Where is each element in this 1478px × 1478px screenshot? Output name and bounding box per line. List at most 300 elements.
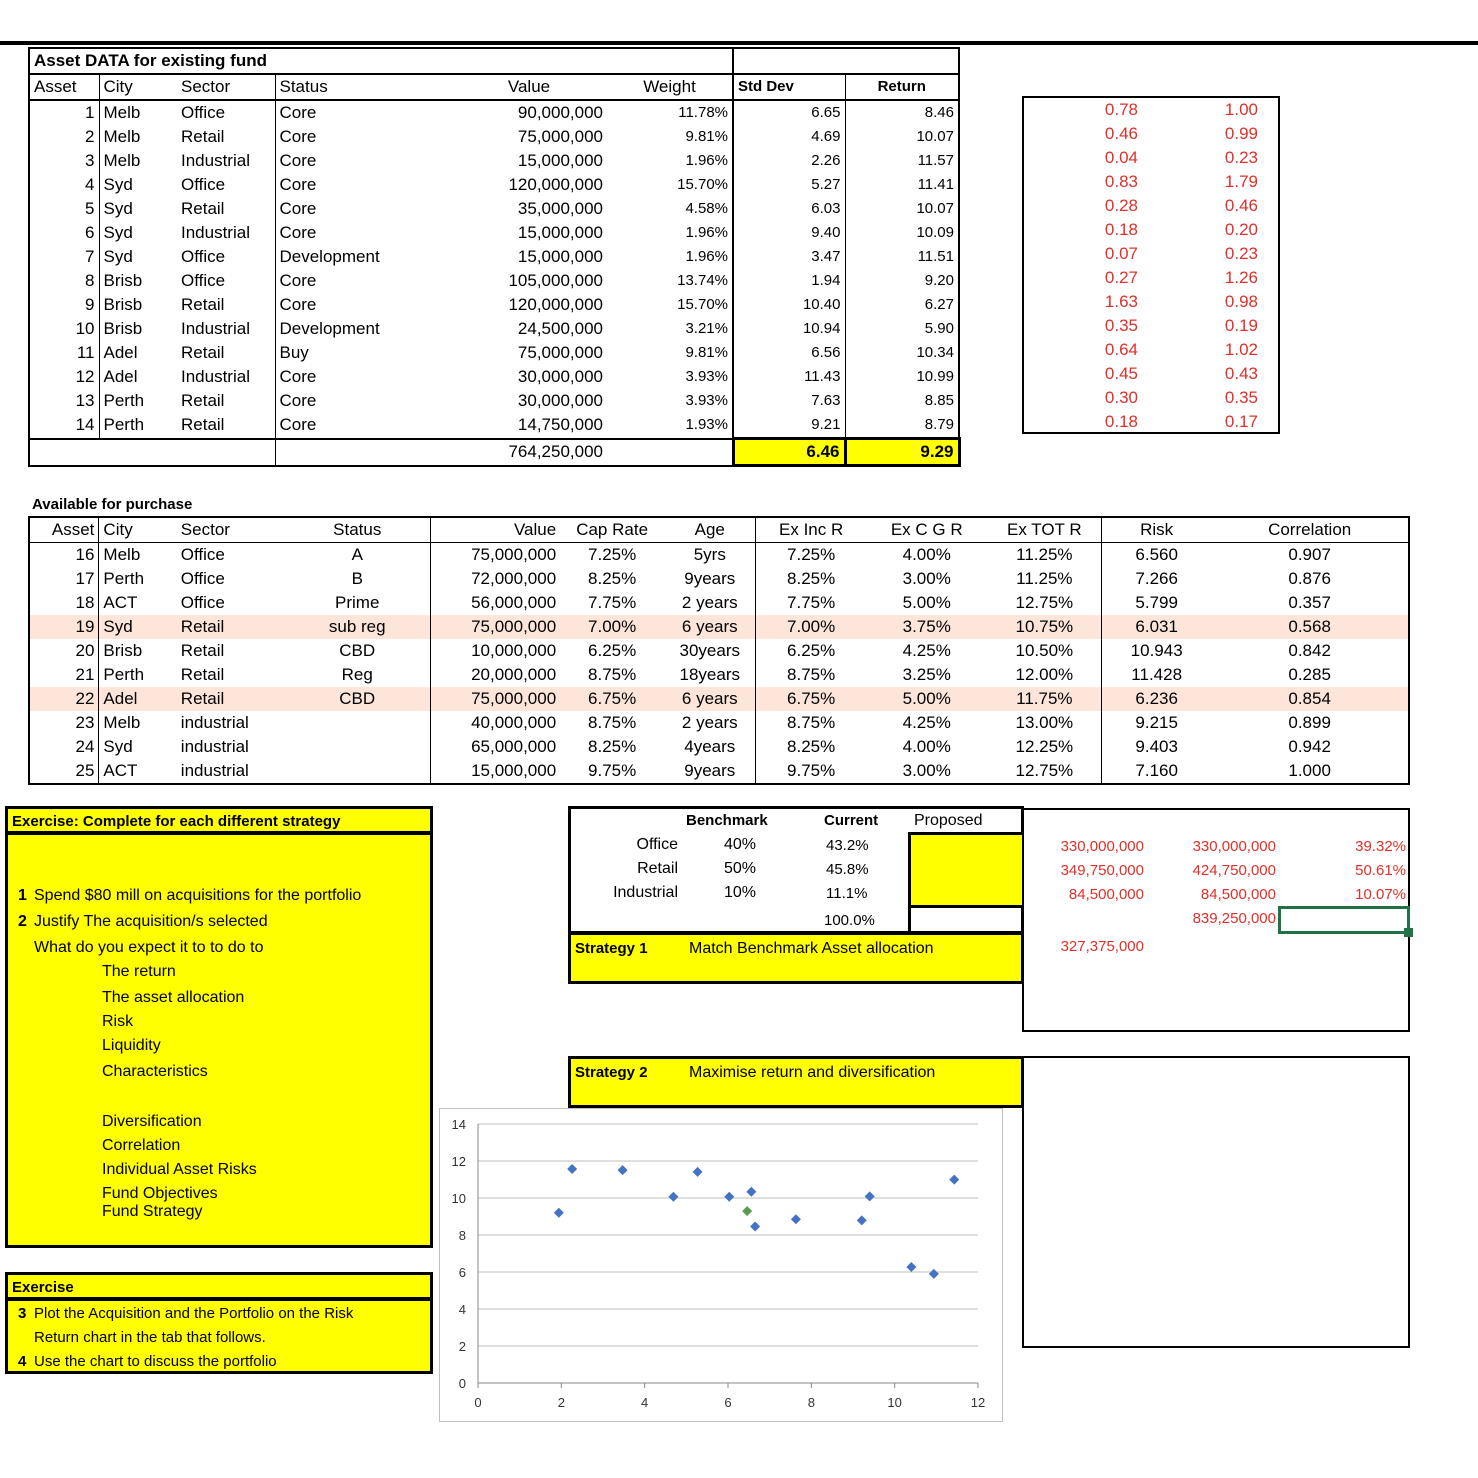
exercise1-line — [18, 939, 263, 957]
proposed-divider — [908, 906, 911, 934]
fund-cell: Development — [275, 317, 451, 341]
chart-xtick-label: 4 — [641, 1395, 649, 1410]
fund-total-return: 9.29 — [845, 439, 959, 466]
exercise1-line-text: What do you expect it to to do to — [34, 939, 264, 956]
fund-cell: 1.96% — [685, 248, 728, 265]
fund-cell: 4.69 — [733, 125, 845, 149]
fund-cell: 11.78% — [678, 104, 728, 121]
side-value-b: 0.17 — [1224, 412, 1258, 431]
side-value-a: 0.46 — [1104, 124, 1138, 143]
fund-cell: Adel — [103, 343, 138, 362]
fund-cell: 13 — [29, 389, 99, 413]
purchase-cell: 18 — [29, 591, 99, 615]
side-value-b: 1.00 — [1224, 100, 1258, 119]
cell-fill-handle[interactable] — [1404, 928, 1413, 937]
alloc-sector: Industrial — [613, 884, 678, 901]
exercise2-box — [5, 1298, 433, 1374]
chart-point — [865, 1191, 875, 1201]
purchase-cell: 25 — [29, 759, 99, 784]
fund-cell: 6.27 — [924, 296, 954, 313]
fund-cell: 9 — [29, 293, 99, 317]
chart-ytick-label: 2 — [458, 1339, 466, 1354]
fund-cell: 3 — [29, 149, 99, 173]
fund-cell: Development — [275, 245, 451, 269]
purchase-cell — [285, 759, 431, 784]
purchase-header-5: Cap Rate — [560, 517, 664, 543]
side-value-a: 0.18 — [1104, 220, 1138, 239]
fund-row — [29, 149, 959, 173]
fund-row — [29, 100, 959, 125]
fund-cell: Core — [275, 173, 451, 197]
purchase-cell: 6.75% — [588, 689, 637, 708]
purchase-cell: 8.25% — [787, 569, 836, 588]
side-row — [1024, 98, 1278, 122]
fund-cell: Retail — [181, 199, 225, 218]
fund-cell: 7 — [29, 245, 99, 269]
side-value-b: 0.46 — [1224, 196, 1258, 215]
fund-cell: 10.07 — [916, 200, 954, 217]
purchase-cell: 10.943 — [1130, 641, 1183, 660]
alloc-sector: Retail — [637, 860, 678, 877]
purchase-cell: CBD — [285, 639, 431, 663]
purchase-cell: 18years — [664, 663, 756, 687]
purchase-cell: 10.75% — [988, 615, 1102, 639]
purchase-cell: 75,000,000 — [471, 617, 557, 636]
exercise1-item: Characteristics — [102, 1063, 208, 1080]
exercise2-line-text: Plot the Acquisition and the Portfolio on the Risk — [34, 1305, 354, 1322]
exercise1-item: The asset allocation — [102, 989, 245, 1006]
purchase-row[interactable] — [29, 543, 1409, 568]
fund-cell: Core — [275, 269, 451, 293]
chart-xtick-label: 8 — [807, 1395, 815, 1410]
fund-cell: Adel — [103, 367, 138, 386]
chart-xtick-label: 6 — [724, 1395, 732, 1410]
purchase-header-0: Asset — [29, 517, 99, 543]
exercise1-line — [18, 887, 361, 905]
chart-point — [906, 1262, 916, 1272]
fund-title: Asset DATA for existing fund — [29, 48, 733, 74]
fund-header-0: Asset — [29, 74, 99, 100]
exercise2-line-text: Return chart in the tab that follows. — [34, 1329, 266, 1346]
exercise1-item: Fund Strategy — [102, 1203, 203, 1220]
purchase-row[interactable] — [29, 663, 1409, 687]
fund-cell: 2.26 — [733, 149, 845, 173]
fund-header-4: Value — [451, 74, 607, 100]
chart-point — [791, 1214, 801, 1224]
purchase-cell: 11.25% — [988, 567, 1102, 591]
fund-header-1: City — [99, 74, 177, 100]
fund-cell: 6 — [29, 221, 99, 245]
purchase-cell: 23 — [29, 711, 99, 735]
purchase-cell: 24 — [29, 735, 99, 759]
strategy1-box — [568, 932, 1024, 984]
purchase-cell: Retail — [180, 617, 225, 636]
chart-point — [742, 1206, 752, 1216]
purchase-cell: 4years — [664, 735, 756, 759]
chart-xtick-label: 12 — [970, 1395, 986, 1410]
fund-cell: Core — [275, 149, 451, 173]
calc-col2: 839,250,000 — [1192, 910, 1276, 927]
purchase-cell: 65,000,000 — [471, 737, 557, 756]
fund-cell: 3.21% — [685, 320, 728, 337]
chart-point — [857, 1215, 867, 1225]
purchase-cell: Melb — [103, 545, 141, 564]
fund-cell: 30,000,000 — [517, 367, 603, 386]
purchase-cell: 12.75% — [988, 591, 1102, 615]
purchase-cell: 9.215 — [1135, 713, 1178, 732]
purchase-cell: 40,000,000 — [471, 713, 557, 732]
side-value-b: 0.23 — [1224, 148, 1258, 167]
purchase-header-3: Status — [285, 517, 431, 543]
purchase-row[interactable] — [29, 639, 1409, 663]
side-row — [1024, 386, 1278, 410]
side-value-a: 0.64 — [1104, 340, 1138, 359]
strategy2-text: Maximise return and diversification — [689, 1064, 936, 1081]
exercise2-line-num: 3 — [18, 1305, 27, 1322]
side-value-b: 0.20 — [1224, 220, 1258, 239]
purchase-cell: 5.00% — [902, 689, 951, 708]
purchase-row[interactable] — [29, 591, 1409, 615]
fund-cell: 2 — [29, 125, 99, 149]
purchase-cell: 4.25% — [902, 641, 951, 660]
side-row — [1024, 314, 1278, 338]
purchase-cell: 6 years — [664, 615, 756, 639]
purchase-cell: 0.854 — [1288, 689, 1331, 708]
fund-cell: 75,000,000 — [517, 127, 603, 146]
calc-col2: 84,500,000 — [1200, 886, 1276, 903]
side-value-b: 0.35 — [1224, 388, 1258, 407]
fund-row — [29, 125, 959, 149]
exercise2-title: Exercise — [5, 1272, 433, 1300]
side-value-a: 1.63 — [1104, 292, 1138, 311]
fund-row — [29, 269, 959, 293]
side-row — [1024, 266, 1278, 290]
purchase-cell: 6.25% — [588, 641, 637, 660]
strategy2-answer-box — [1022, 1056, 1410, 1348]
purchase-cell: 6.75% — [787, 689, 836, 708]
side-row — [1024, 242, 1278, 266]
fund-cell: Office — [181, 247, 226, 266]
purchase-cell: industrial — [180, 761, 249, 780]
chart-point — [724, 1192, 734, 1202]
fund-cell: Industrial — [181, 367, 250, 386]
fund-cell: 11.41 — [917, 176, 954, 193]
purchase-cell: Melb — [103, 713, 141, 732]
side-value-a: 0.35 — [1104, 316, 1138, 335]
fund-cell: Office — [181, 103, 226, 122]
risk-return-chart — [439, 1108, 1003, 1422]
side-value-a: 0.04 — [1104, 148, 1138, 167]
calc-extra: 327,375,000 — [1060, 938, 1144, 955]
fund-cell: 14 — [29, 413, 99, 439]
exercise2-line — [18, 1329, 266, 1346]
purchase-cell: 7.160 — [1135, 761, 1178, 780]
purchase-row[interactable] — [29, 735, 1409, 759]
purchase-cell: Office — [180, 545, 225, 564]
fund-row — [29, 173, 959, 197]
purchase-cell: 0.907 — [1288, 545, 1331, 564]
side-value-b: 1.79 — [1224, 172, 1258, 191]
alloc-current: 45.8% — [826, 861, 869, 878]
exercise1-item: Correlation — [102, 1137, 181, 1154]
fund-cell: 11.57 — [917, 152, 954, 169]
fund-cell: Brisb — [103, 271, 143, 290]
side-value-a: 0.45 — [1104, 364, 1138, 383]
exercise1-line-num: 2 — [18, 913, 27, 930]
purchase-cell: 4.25% — [902, 713, 951, 732]
proposed-input-cell[interactable] — [908, 832, 1022, 908]
purchase-cell: 6 years — [664, 687, 756, 711]
chart-ytick-label: 0 — [458, 1376, 466, 1391]
chart-point — [750, 1221, 760, 1231]
calc-col1: 330,000,000 — [1060, 838, 1144, 855]
side-row — [1024, 290, 1278, 314]
purchase-cell: 6.560 — [1135, 545, 1178, 564]
purchase-cell: 8.75% — [588, 713, 637, 732]
side-value-b: 0.98 — [1224, 292, 1258, 311]
fund-cell: 10 — [29, 317, 99, 341]
fund-header-2: Sector — [177, 74, 275, 100]
purchase-row[interactable] — [29, 759, 1409, 784]
side-value-b: 1.02 — [1224, 340, 1258, 359]
purchase-row[interactable] — [29, 567, 1409, 591]
purchase-cell: CBD — [285, 687, 431, 711]
fund-cell: Industrial — [181, 319, 250, 338]
fund-cell: 90,000,000 — [517, 103, 603, 122]
fund-cell: 4.58% — [685, 200, 728, 217]
chart-point — [668, 1192, 678, 1202]
fund-cell: Core — [275, 413, 451, 439]
side-value-a: 0.28 — [1104, 196, 1138, 215]
purchase-cell: 9.75% — [787, 761, 836, 780]
purchase-cell: Perth — [103, 665, 145, 684]
side-row — [1024, 122, 1278, 146]
purchase-cell: 7.25% — [588, 545, 637, 564]
fund-header-5: Weight — [607, 74, 733, 100]
purchase-header-4: Value — [430, 517, 560, 543]
purchase-cell: 22 — [29, 687, 99, 711]
purchase-cell: Brisb — [103, 641, 143, 660]
purchase-cell: 11.428 — [1131, 665, 1183, 684]
chart-ytick-label: 14 — [451, 1117, 466, 1132]
purchase-cell: 2 years — [664, 591, 756, 615]
purchase-header-6: Age — [664, 517, 756, 543]
purchase-cell: 7.75% — [787, 593, 836, 612]
purchase-cell: 6.25% — [787, 641, 836, 660]
purchase-cell — [285, 711, 431, 735]
chart-point — [949, 1175, 959, 1185]
fund-cell: 120,000,000 — [508, 175, 603, 194]
alloc-sector: Office — [636, 836, 678, 853]
side-value-b: 1.26 — [1224, 268, 1258, 287]
fund-cell: 9.81% — [685, 128, 728, 145]
purchase-cell: 4.00% — [902, 737, 951, 756]
side-row — [1024, 146, 1278, 170]
calc-col1: 84,500,000 — [1068, 886, 1144, 903]
purchase-cell: 72,000,000 — [471, 569, 557, 588]
chart-ytick-label: 10 — [451, 1191, 466, 1206]
purchase-cell: 6.031 — [1135, 617, 1178, 636]
fund-cell: Industrial — [181, 151, 250, 170]
purchase-row[interactable] — [29, 711, 1409, 735]
strategy1-text: Match Benchmark Asset allocation — [689, 940, 934, 957]
fund-cell: 10.09 — [916, 224, 954, 241]
purchase-cell: 2 years — [664, 711, 756, 735]
alloc-current: 11.1% — [826, 885, 868, 902]
selected-cell[interactable] — [1278, 906, 1410, 934]
side-row — [1024, 194, 1278, 218]
purchase-cell: 1.000 — [1288, 761, 1331, 780]
purchase-cell: Prime — [285, 591, 431, 615]
purchase-cell: 4.00% — [902, 545, 951, 564]
purchase-cell: B — [285, 567, 431, 591]
fund-cell: 15,000,000 — [517, 151, 603, 170]
exercise1-line-num: 1 — [18, 887, 27, 904]
fund-cell: 1.93% — [685, 416, 728, 434]
exercise2-line-text: Use the chart to discuss the portfolio — [34, 1353, 277, 1370]
fund-cell: Retail — [181, 391, 225, 410]
purchase-cell: 0.899 — [1288, 713, 1331, 732]
purchase-table — [28, 516, 1410, 785]
side-row — [1024, 218, 1278, 242]
side-value-b: 0.23 — [1224, 244, 1258, 263]
side-value-a: 0.30 — [1104, 388, 1138, 407]
fund-total-std: 6.46 — [733, 439, 845, 466]
exercise1-line — [18, 913, 268, 931]
fund-cell: 75,000,000 — [517, 343, 603, 362]
purchase-cell: 8.25% — [588, 569, 637, 588]
fund-cell: Syd — [103, 247, 133, 266]
exercise1-line-text: Justify The acquisition/s selected — [34, 913, 268, 930]
fund-cell: 10.99 — [916, 368, 954, 385]
purchase-row[interactable] — [29, 615, 1409, 639]
purchase-cell: 6.236 — [1135, 689, 1178, 708]
exercise1-item: Individual Asset Risks — [102, 1161, 257, 1178]
purchase-header-8: Ex C G R — [866, 517, 988, 543]
fund-cell: 5.27 — [733, 173, 845, 197]
purchase-cell: Perth — [103, 569, 145, 588]
side-row — [1024, 362, 1278, 386]
side-value-b: 0.43 — [1224, 364, 1258, 383]
side-row — [1024, 338, 1278, 362]
fund-row — [29, 221, 959, 245]
purchase-cell: 0.942 — [1288, 737, 1331, 756]
fund-cell: Buy — [275, 341, 451, 365]
chart-point — [554, 1208, 564, 1218]
purchase-cell: 9years — [664, 567, 756, 591]
fund-cell: 13.74% — [677, 272, 728, 289]
fund-cell: Core — [275, 197, 451, 221]
fund-cell: Melb — [103, 127, 141, 146]
purchase-cell: Syd — [103, 617, 133, 636]
purchase-cell: 20,000,000 — [471, 665, 557, 684]
calc-col3: 10.07% — [1355, 886, 1406, 903]
purchase-cell: 12.25% — [988, 735, 1102, 759]
chart-ytick-label: 4 — [458, 1302, 466, 1317]
fund-cell: 1 — [29, 100, 99, 125]
fund-cell: Melb — [103, 151, 141, 170]
fund-cell: 9.20 — [924, 272, 954, 289]
strategy2-label: Strategy 2 — [575, 1064, 648, 1081]
fund-cell: 5.90 — [924, 320, 954, 337]
fund-row — [29, 317, 959, 341]
existing-fund-table — [28, 47, 961, 467]
strategy2-box — [568, 1056, 1024, 1108]
fund-cell: 1.94 — [733, 269, 845, 293]
fund-cell: Industrial — [181, 223, 250, 242]
fund-header-3: Status — [275, 74, 451, 100]
fund-cell: Core — [275, 221, 451, 245]
fund-cell: 11.51 — [917, 248, 954, 265]
purchase-cell: Reg — [285, 663, 431, 687]
chart-ytick-label: 6 — [458, 1265, 466, 1280]
fund-cell: 6.65 — [733, 100, 845, 125]
purchase-cell: 7.00% — [787, 617, 836, 636]
purchase-cell: 3.00% — [902, 761, 951, 780]
fund-cell: 9.21 — [733, 413, 845, 439]
fund-cell: 3.93% — [685, 368, 728, 385]
fund-cell: 10.34 — [916, 344, 954, 361]
exercise1-item: Liquidity — [102, 1037, 161, 1054]
purchase-cell: 21 — [29, 663, 99, 687]
purchase-cell: 10.50% — [988, 639, 1102, 663]
chart-point — [567, 1164, 577, 1174]
fund-cell: Brisb — [103, 319, 143, 338]
purchase-cell: 8.75% — [787, 665, 836, 684]
purchase-cell: 7.266 — [1135, 569, 1178, 588]
fund-cell: 105,000,000 — [508, 271, 603, 290]
fund-row — [29, 389, 959, 413]
purchase-cell: 3.25% — [902, 665, 951, 684]
purchase-cell: 56,000,000 — [471, 593, 557, 612]
fund-cell: Office — [181, 271, 226, 290]
fund-cell: 15.70% — [677, 296, 728, 313]
purchase-cell: industrial — [180, 713, 249, 732]
purchase-cell: 8.75% — [588, 665, 637, 684]
purchase-cell: 16 — [29, 543, 99, 568]
fund-cell: 4 — [29, 173, 99, 197]
purchase-cell: 0.357 — [1288, 593, 1331, 612]
fund-cell: Core — [275, 365, 451, 389]
purchase-cell: 0.285 — [1288, 665, 1331, 684]
fund-cell: 6.03 — [733, 197, 845, 221]
fund-header-7: Return — [845, 74, 959, 100]
purchase-cell: Retail — [180, 641, 225, 660]
exercise1-item: Fund Objectives — [102, 1185, 218, 1202]
calc-col2: 330,000,000 — [1192, 838, 1276, 855]
purchase-cell: 13.00% — [988, 711, 1102, 735]
fund-cell: 11 — [29, 341, 99, 365]
exercise2-line — [18, 1305, 353, 1322]
alloc-benchmark: 10% — [724, 884, 757, 901]
purchase-cell: ACT — [103, 593, 138, 612]
strategy1-label: Strategy 1 — [575, 940, 648, 957]
fund-cell: 15.70% — [677, 176, 728, 193]
purchase-cell: industrial — [180, 737, 249, 756]
purchase-cell: 5yrs — [664, 543, 756, 568]
purchase-cell: sub reg — [285, 615, 431, 639]
purchase-cell: 8.25% — [588, 737, 637, 756]
purchase-row[interactable] — [29, 687, 1409, 711]
chart-svg — [440, 1109, 1002, 1421]
fund-row — [29, 365, 959, 389]
purchase-cell: 7.75% — [588, 593, 637, 612]
purchase-cell: 8.25% — [787, 737, 836, 756]
calc-col2: 424,750,000 — [1192, 862, 1276, 879]
fund-cell: Retail — [181, 415, 225, 435]
fund-cell: Perth — [103, 415, 145, 435]
purchase-cell: 12.00% — [988, 663, 1102, 687]
